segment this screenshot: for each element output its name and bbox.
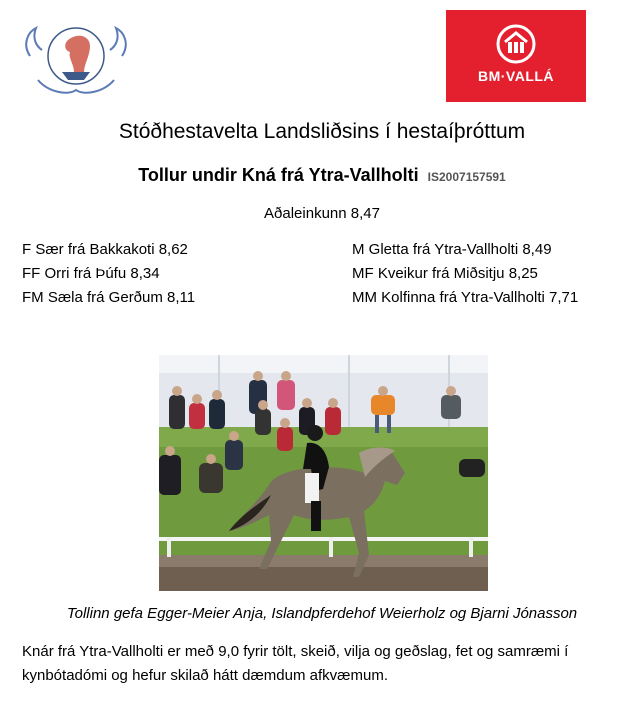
pedigree-line: FF Orri frá Þúfu 8,34: [22, 265, 160, 282]
bm-valla-wordmark: BM·VALLÁ: [477, 68, 555, 84]
pedigree-line: F Sær frá Bakkakoti 8,62: [22, 241, 188, 258]
bm-valla-house-icon: [446, 10, 586, 102]
bm-valla-logo: [446, 10, 586, 102]
page-title: Stóðhestavelta Landsliðsins í hestaíþróttum: [118, 120, 526, 143]
horse-head-emblem-icon: [18, 10, 134, 102]
horse-photo: [159, 355, 488, 591]
dam-pedigree: [352, 238, 578, 310]
photo-caption: Tollinn gefa Egger-Meier Anja, Islandpferdehof Weierholz og Bjarni Jónasson: [66, 605, 578, 622]
pedigree-line: M Gletta frá Ytra-Vallholti 8,49: [352, 241, 552, 258]
pedigree-line: FM Sæla frá Gerðum 8,11: [22, 289, 196, 306]
sire-pedigree: [22, 238, 195, 310]
description: Knár frá Ytra-Vallholti er með 9,0 fyrir tölt, skeið, vilja og geðslag, fet og samræmi í kynbótadómi og hefur skilað hátt dæmdum afkvæmum.: [22, 643, 569, 684]
pedigree-line: MM Kolfinna frá Ytra-Vallholti 7,71: [352, 289, 579, 306]
main-score: Aðaleinkunn 8,47: [264, 205, 380, 222]
horse-name: Tollur undir Kná frá Ytra-Vallholti: [138, 165, 419, 185]
landssamband-logo: [18, 10, 134, 102]
horse-heading: [0, 165, 644, 186]
registration-number: IS2007157591: [427, 170, 506, 184]
pedigree-line: MF Kveikur frá Miðsitju 8,25: [352, 265, 538, 282]
